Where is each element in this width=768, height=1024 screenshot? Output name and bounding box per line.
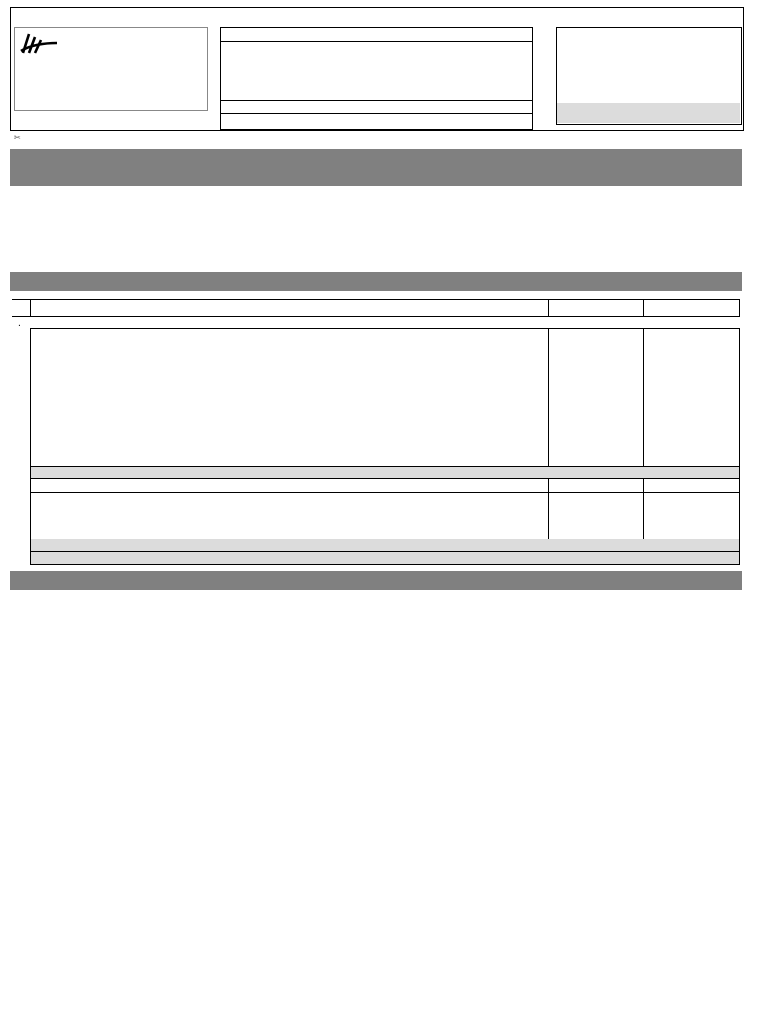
rule [30,328,31,565]
title-banner [10,149,742,186]
unit-box-footer [557,103,740,123]
scissors-icon: ✂ [14,131,21,144]
section-banner [10,571,742,590]
rule [548,328,549,565]
subtotal-row-bg [31,539,739,551]
rule [30,299,31,317]
rule [30,564,740,565]
divider [220,41,532,42]
divider [220,100,532,101]
rule [739,328,740,565]
rule [12,316,740,317]
rule [30,492,740,493]
rule [30,328,740,329]
subtotal-row-bg [31,466,739,478]
consorcio-box [220,27,533,130]
rule [739,299,740,317]
rule [548,299,549,317]
rule [12,299,740,300]
rule [643,328,644,565]
section-banner [10,272,742,291]
divider [220,113,532,114]
company-logo [20,31,58,55]
rubro-row-bg [31,552,739,564]
rule [30,466,740,467]
rule [643,299,644,317]
rule [30,478,740,479]
bullet: . [17,319,22,328]
